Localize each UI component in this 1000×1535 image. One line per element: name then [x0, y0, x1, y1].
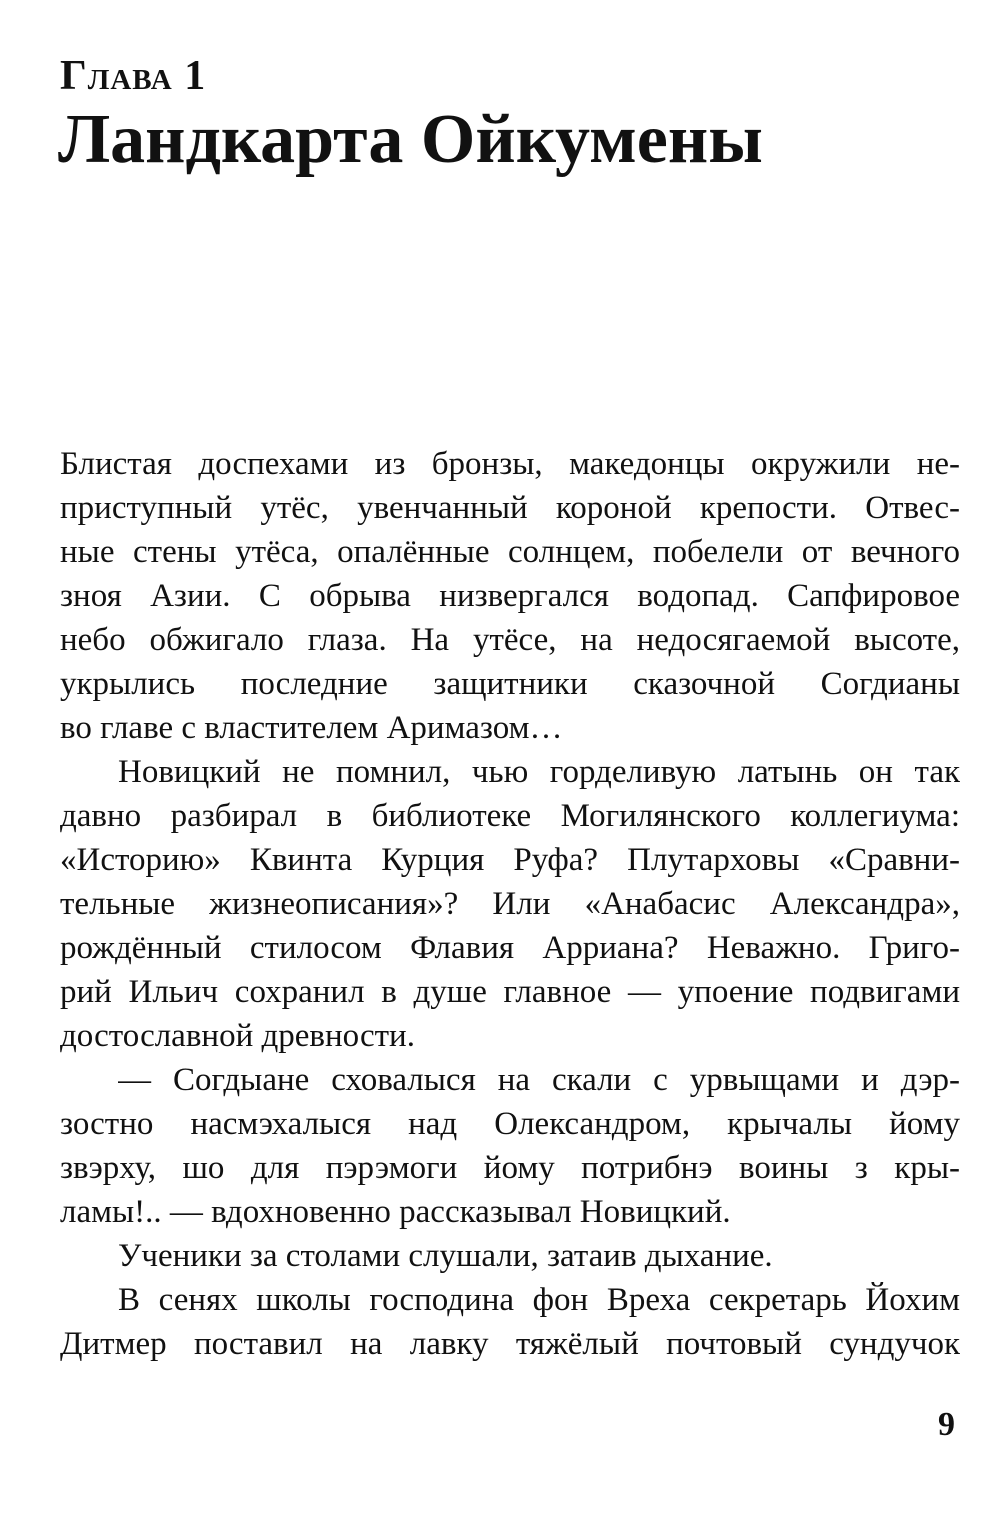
- text-line: рождённый стилосом Флавия Арриана? Неважно. Григо-: [60, 930, 960, 966]
- text-line: достославной древности.: [60, 1018, 415, 1054]
- text-line: во главе с властителем Аримазом…: [60, 710, 563, 746]
- text-line: зостно насмэхалыся над Олександром, крычалы йому: [60, 1106, 960, 1142]
- text-line: Дитмер поставил на лавку тяжёлый почтовый сундучок: [60, 1326, 960, 1362]
- text-line: укрылись последние защитники сказочной Согдианы: [60, 666, 960, 702]
- chapter-label: Глава 1: [60, 53, 207, 99]
- text-line: тельные жизнеописания»? Или «Анабасис Александра»,: [60, 886, 960, 922]
- page-number: 9: [938, 1406, 955, 1443]
- text-line: звэрху, шо для пэрэмоги йому потрибнэ воины з кры-: [60, 1150, 960, 1186]
- text-line: Новицкий не помнил, чью горделивую латынь он так: [118, 754, 960, 790]
- text-line: В сенях школы господина фон Вреха секретарь Йохим: [118, 1282, 960, 1318]
- text-line: «Историю» Квинта Курция Руфа? Плутарховы «Сравни-: [60, 842, 960, 878]
- chapter-title: Ландкарта Ойкумены: [58, 101, 763, 178]
- text-line: рий Ильич сохранил в душе главное — упоение подвигами: [60, 974, 960, 1010]
- text-line: ламы!.. — вдохновенно рассказывал Новицкий.: [60, 1194, 731, 1230]
- text-line: Ученики за столами слушали, затаив дыхание.: [118, 1238, 773, 1274]
- text-line: небо обжигало глаза. На утёсе, на недосягаемой высоте,: [60, 622, 960, 658]
- text-line: приступный утёс, увенчанный короной крепости. Отвес-: [60, 490, 960, 526]
- text-line: Блистая доспехами из бронзы, македонцы окружили не-: [60, 446, 960, 482]
- text-line: зноя Азии. С обрыва низвергался водопад. Сапфировое: [60, 578, 960, 614]
- text-line: ные стены утёса, опалённые солнцем, побелели от вечного: [60, 534, 960, 570]
- text-line: — Согдыане сховалыся на скали с урвыщами и дэр-: [118, 1062, 960, 1098]
- text-line: давно разбирал в библиотеке Могилянского коллегиума:: [60, 798, 960, 834]
